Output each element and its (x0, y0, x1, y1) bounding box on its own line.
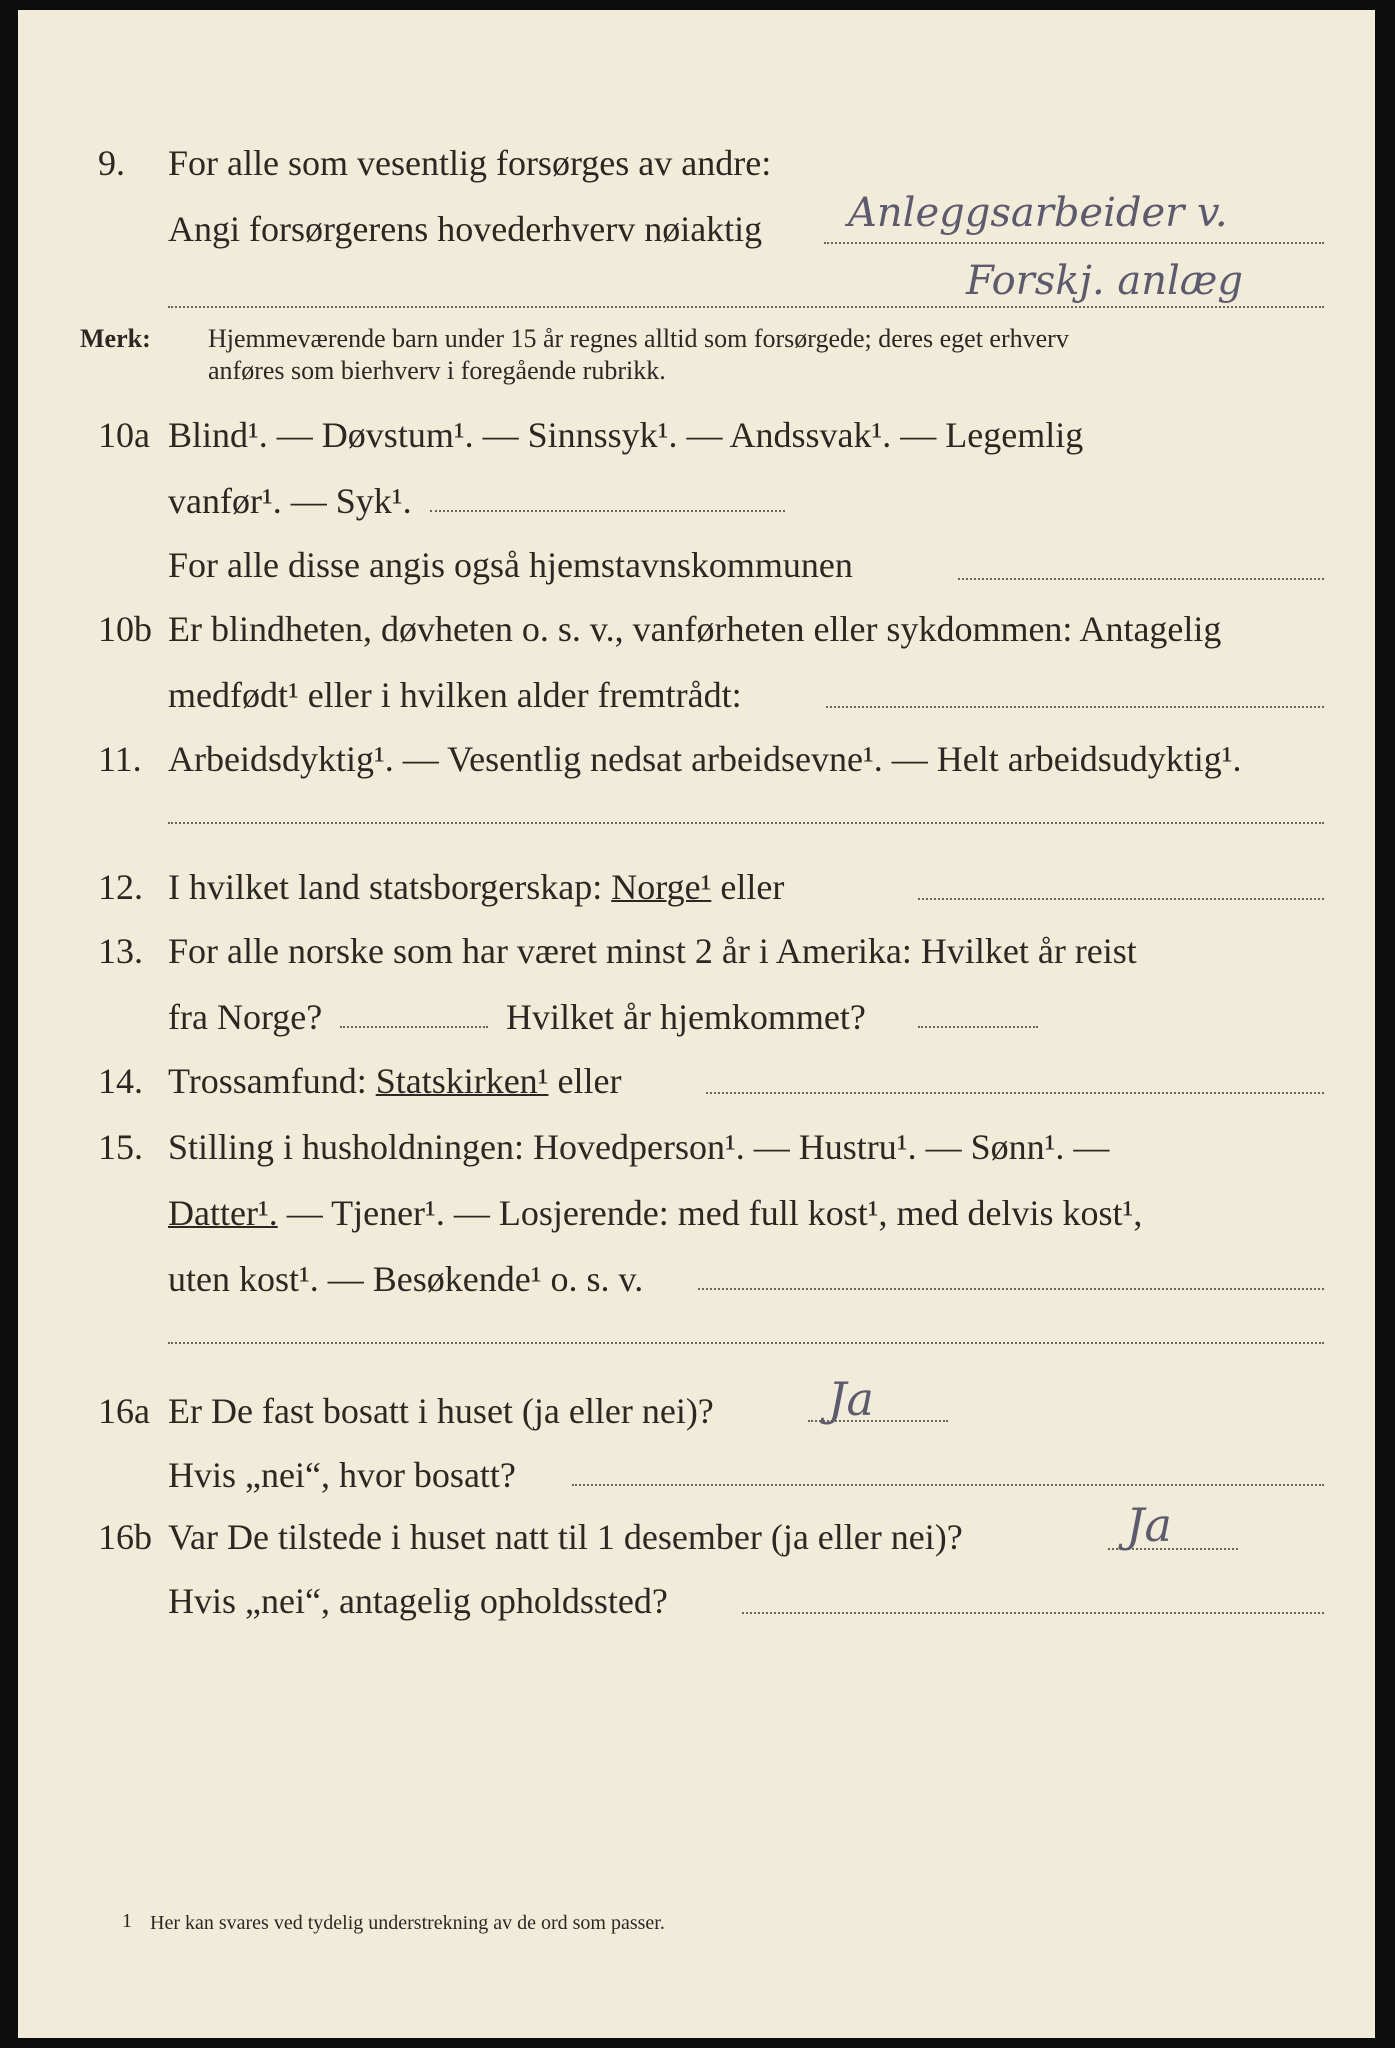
q16b-number: 16b (98, 1517, 152, 1557)
q9-handwritten-answer1: Anleggsarbeider v. (848, 190, 1228, 236)
q15-option-datter: Datter¹. (168, 1193, 278, 1233)
q12-question (168, 866, 784, 908)
q10a-line2: vanfør¹. — Syk¹. (168, 481, 412, 521)
q15-line2-rest: — Tjener¹. — Losjerende: med full kost¹, med delvis kost¹, (286, 1193, 1143, 1233)
footnote-text: Her kan svares ved tydelig understrekning av de ord som passer. (150, 1912, 665, 1934)
q15-answer-line1 (698, 1288, 1324, 1290)
q14-number: 14. (98, 1061, 143, 1101)
q13-line2b: Hvilket år hjemkommet? (506, 997, 866, 1037)
q10b-line1: Er blindheten, døvheten o. s. v., vanførheten eller sykdommen: Antagelig (168, 609, 1222, 649)
q11-answer-line (168, 822, 1324, 824)
q12-number: 12. (98, 867, 143, 907)
q9-handwritten-answer2: Forskj. anlæg (966, 258, 1243, 304)
q13-line2a: fra Norge? (168, 997, 323, 1037)
q14-suffix: eller (557, 1061, 622, 1101)
q12-prefix: I hvilket land statsborgerskap: (168, 867, 603, 907)
merk-label: Merk: (80, 324, 151, 353)
q9-line1: For alle som vesentlig forsørges av andre: (168, 143, 772, 183)
q16b-handwritten-answer: Ja (1126, 1498, 1172, 1552)
q13-reist-line (340, 1026, 488, 1028)
merk-line2: anføres som bierhverv i foregående rubrikk. (208, 356, 666, 385)
q10a-answer-line (430, 510, 785, 512)
q15-line2 (168, 1192, 1142, 1234)
q13-hjemkommet-line (918, 1026, 1038, 1028)
q14-option-statskirken: Statskirken¹ (375, 1061, 549, 1101)
q16a-handwritten-answer: Ja (828, 1372, 874, 1426)
q9-answer-line1 (824, 242, 1324, 244)
q11-number: 11. (98, 739, 142, 779)
q10b-number: 10b (98, 609, 152, 649)
q14-answer-line (706, 1092, 1324, 1094)
q16a-line1: Er De fast bosatt i huset (ja eller nei)? (168, 1391, 714, 1431)
footnote-mark: 1 (122, 1910, 132, 1932)
q12-suffix: eller (720, 867, 785, 907)
q14-prefix: Trossamfund: (168, 1061, 367, 1101)
census-form-page (18, 10, 1375, 2038)
q13-number: 13. (98, 931, 143, 971)
q10b-answer-line (826, 706, 1324, 708)
q15-line3: uten kost¹. — Besøkende¹ o. s. v. (168, 1259, 644, 1299)
q16b-line2: Hvis „nei“, antagelig opholdssted? (168, 1581, 668, 1621)
q12-option-norge: Norge¹ (611, 867, 712, 907)
q13-line1: For alle norske som har været minst 2 år i Amerika: Hvilket år reist (168, 931, 1137, 971)
q15-number: 15. (98, 1127, 143, 1167)
merk-line1: Hjemmeværende barn under 15 år regnes alltid som forsørgede; deres eget erhverv (208, 324, 1069, 353)
q10a-municipality-line (958, 578, 1324, 580)
q9-number: 9. (98, 143, 125, 183)
q16a-line2: Hvis „nei“, hvor bosatt? (168, 1455, 516, 1495)
q9-answer-line2 (168, 306, 1324, 308)
q16b-line1: Var De tilstede i huset natt til 1 desember (ja eller nei)? (168, 1517, 963, 1557)
q14-question (168, 1060, 621, 1102)
q11-line1: Arbeidsdyktig¹. — Vesentlig nedsat arbeidsevne¹. — Helt arbeidsudyktig¹. (168, 739, 1242, 779)
q10a-line1: Blind¹. — Døvstum¹. — Sinnssyk¹. — Andssvak¹. — Legemlig (168, 415, 1084, 455)
q15-answer-line2 (168, 1342, 1324, 1344)
q15-line1: Stilling i husholdningen: Hovedperson¹. — Hustru¹. — Sønn¹. — (168, 1127, 1110, 1167)
q16a-number: 16a (98, 1391, 150, 1431)
q10b-line2: medfødt¹ eller i hvilken alder fremtrådt: (168, 675, 742, 715)
q10a-line3: For alle disse angis også hjemstavnskommunen (168, 545, 853, 585)
q10a-number: 10a (98, 415, 150, 455)
q9-line2: Angi forsørgerens hovederhverv nøiaktig (168, 209, 763, 249)
q12-answer-line (918, 898, 1324, 900)
q16b-opholdssted-line (742, 1612, 1324, 1614)
q16a-bosatt-line (572, 1484, 1324, 1486)
